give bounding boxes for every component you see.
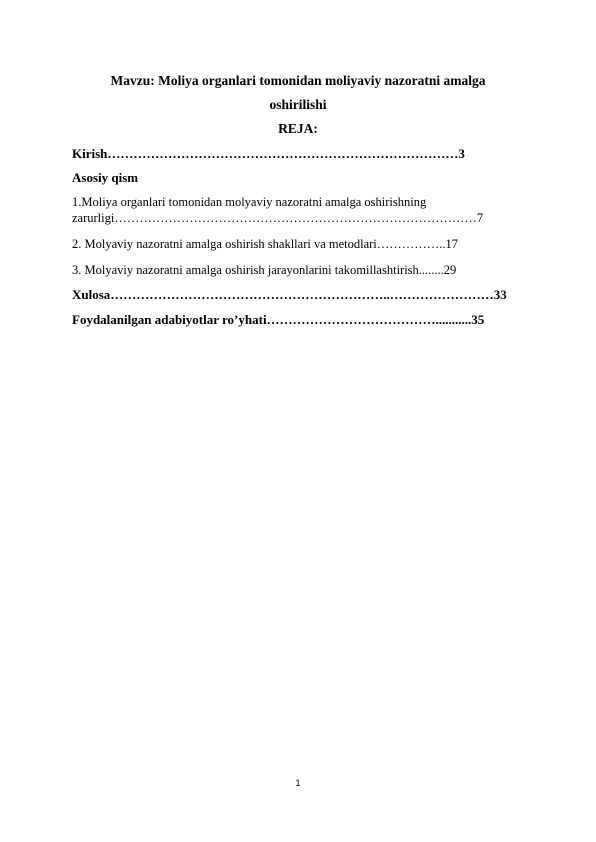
plan-heading: REJA:: [278, 121, 318, 136]
document-title-line-1: Mavzu: Moliya organlari tomonidan moliyaviy nazoratni amalga: [110, 73, 486, 88]
toc-entry-3: 3. Molyaviy nazoratni amalga oshirish jarayonlarini takomillashtirish........29: [72, 263, 457, 277]
toc-entry-foydalanilgan-adabiyotlar: Foydalanilgan adabiyotlar ro’yhati…………………………………...........35: [72, 312, 485, 327]
toc-entry-kirish: Kirish………………………………………………………………………3: [72, 146, 465, 161]
document-title-line-2: oshirilishi: [269, 97, 327, 112]
toc-entry-asosiy-qism: Asosiy qism: [72, 170, 139, 185]
toc-entry-1-line-2: zarurligi……………………………………………………………………………7: [72, 211, 484, 225]
page-number: 1: [295, 778, 301, 788]
toc-entry-2: 2. Molyaviy nazoratni amalga oshirish shakllari va metodlari……………..17: [72, 237, 459, 251]
toc-entry-xulosa: Xulosa………………………………………………………..……………………33: [72, 287, 507, 302]
toc-entry-1-line-1: 1.Moliya organlari tomonidan molyaviy nazoratni amalga oshirishning: [72, 195, 427, 209]
